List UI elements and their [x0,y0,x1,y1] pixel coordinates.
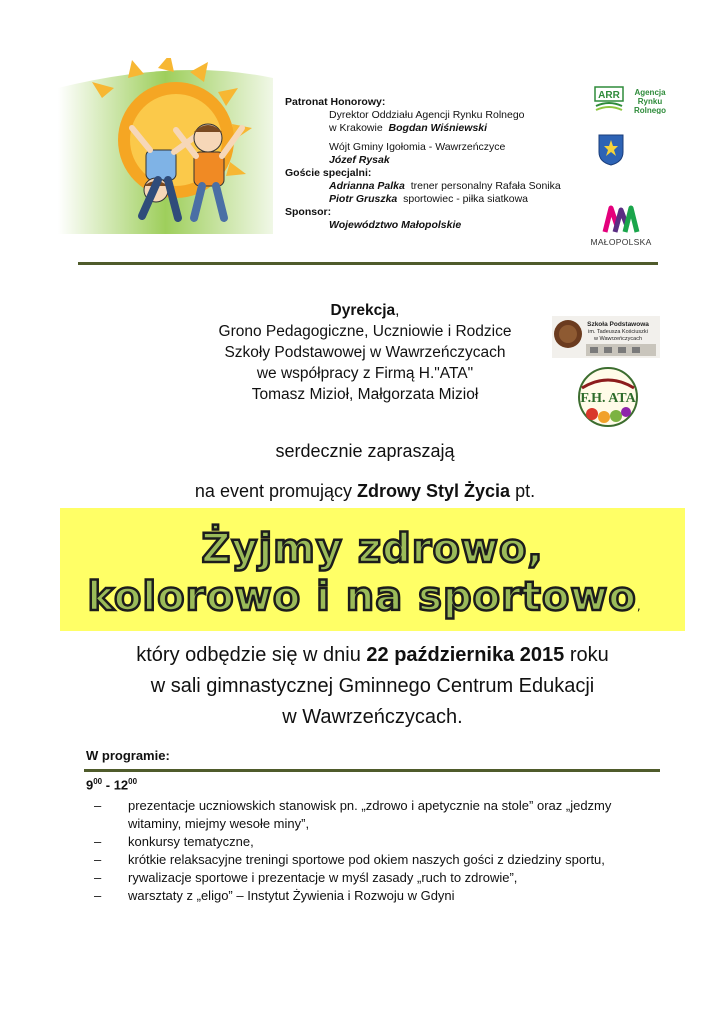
title-comma: , [636,599,642,613]
school-logo-line-1: Szkoła Podstawowa [587,321,649,328]
malopolska-text: MAŁOPOLSKA [590,237,652,247]
program-divider [84,769,660,772]
inv-line-1-suffix: , [395,302,400,319]
guests-heading: Goście specjalni: [285,167,372,179]
program-list [94,797,664,905]
date-prefix: który odbędzie się w dniu [136,644,367,666]
header-divider [78,262,658,265]
program-item: – prezentacje uczniowskich stanowisk pn. „zdrowo i apetycznie na stole” oraz „jedzmy witaminy, miejmy wesołe miny”, [94,797,664,833]
time-end-sup: 00 [128,777,138,786]
inv-line-4: we współpracy z Firmą H."ATA" [256,365,474,382]
patron-1-place: w Krakowie [329,122,383,134]
date-suffix: roku [564,644,609,666]
title-banner [60,508,685,631]
arr-abbr: ARR [598,90,620,101]
program-time [86,777,137,792]
patron-1-line [285,122,605,135]
date-line [60,640,685,671]
program-item: – krótkie relaksacyjne treningi sportowe pod okiem naszych gości z dziedziny sportu, [94,851,664,869]
program-item: – warsztaty z „eligo” – Instytut Żywienia i Rozwoju w Gdyni [94,887,664,905]
school-logo-line-2: im. Tadeusza Kościuszki [588,329,648,335]
sponsor-heading: Sponsor: [285,206,332,218]
sponsor-name: Województwo Małopolskie [329,219,462,231]
honorary-heading: Patronat Honorowy: [285,96,386,108]
arr-line-2: Rynku [637,97,663,106]
event-line [70,481,660,502]
patron-2-name: Józef Rysak [329,154,390,166]
title-line-2-wrap [52,574,677,620]
venue-line: w sali gimnastycznej Gminnego Centrum Edukacji [150,675,595,697]
guest-2-desc: sportowiec - piłka siatkowa [403,193,529,205]
crest-icon [598,134,624,166]
arr-line-3: Rolnego [634,106,666,114]
arr-logo [594,86,676,114]
patron-1-title: Dyrektor Oddziału Agencji Rynku Rolnego [329,109,525,121]
kids-sun-illustration [58,58,273,234]
arr-line-1: Agencja [634,88,666,97]
guest-2 [285,193,605,206]
guest-2-name: Piotr Gruszka [329,193,398,205]
malopolska-mark-icon [601,204,641,234]
inv-line-1 [150,300,580,321]
school-logo-line-3: w Wawrzeńczycach [593,336,643,342]
program-item: – rywalizacje sportowe i prezentacje w myśl zasady „ruch to zdrowie”, [94,869,664,887]
malopolska-logo [588,204,654,250]
date-venue-block [60,640,685,733]
event-theme: Zdrowy Styl Życia [357,481,511,501]
title-line-1: Żyjmy zdrowo, [201,526,544,572]
patron-1-name: Bogdan Wiśniewski [388,122,488,134]
fhata-logo [570,366,646,428]
patronage-block [285,96,605,232]
program-item: – konkursy tematyczne, [94,833,664,851]
school-logo [552,316,660,358]
time-end: 12 [113,777,129,793]
event-date: 22 października 2015 [366,644,565,666]
directorate: Dyrekcja [330,302,396,319]
inv-line-3: Szkoły Podstawowej w Wawrzeńczycach [224,344,506,361]
invitation-block [150,300,580,405]
time-start: 9 [86,777,94,793]
guest-1-desc: trener personalny Rafała Sonika [410,180,561,192]
guest-1 [285,180,605,193]
event-suffix: pt. [510,481,536,501]
event-prefix: na event promujący [194,481,358,501]
inv-line-5: Tomasz Mizioł, Małgorzata Mizioł [251,386,479,403]
inv-line-2: Grono Pedagogiczne, Uczniowie i Rodzice [218,323,512,340]
time-sep: - [102,777,114,793]
patron-2-title: Wójt Gminy Igołomia - Wawrzeńczyce [329,141,506,153]
place-line: w Wawrzeńczycach. [282,706,463,728]
program-heading: W programie: [86,748,170,763]
title-line-2: kolorowo i na sportowo [87,574,637,620]
cordially-invite: serdecznie zapraszają [275,441,455,461]
guest-1-name: Adrianna Palka [329,180,405,192]
time-start-sup: 00 [93,777,103,786]
fhata-text: F.H. ATA [580,391,636,406]
